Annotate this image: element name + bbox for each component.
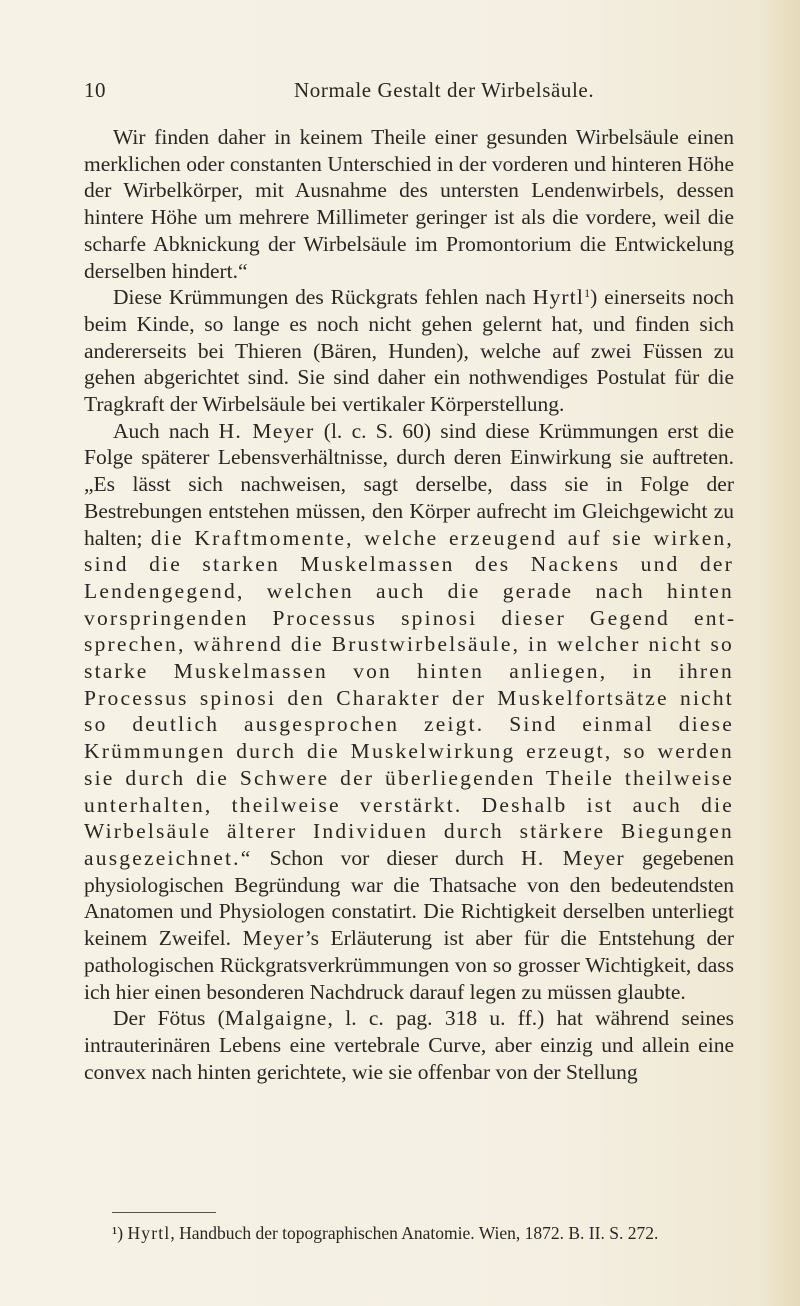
author-name-meyer-2: H. Meyer [521,845,625,870]
paragraph-3 [84,418,734,1005]
page-header [84,78,734,108]
author-name-hyrtl: Hyrtl [532,285,585,310]
paragraph-1-text: Wir finden daher in keinem Theile einer gesunden Wirbelsäule einen merklichen oder constanten Unterschied in der vorderen und hinteren Höhe der Wirbelkörper, mit Ausnahme des untersten Lendenwirbels, dessen hintere Höhe um mehrere Millimeter geringer ist als die vordere, weil die scharfe Abknickung der Wirbelsäule im Promontorium die Entwickelung derselben hindert.“ [84,125,734,283]
body-text [84,124,734,1085]
paragraph-3-text-b: (l. c. S. 60) sind diese Krümmungen erst die Folge späterer Lebensverhältnisse, durch deren Einwirkung sie auftreten. „Es lässt sich nachweisen, sagt derselbe, dass sie in Folge der Bestrebungen entstehen müssen, den Körper aufrecht im Gleichgewicht zu halten; [84,418,735,550]
paragraph-2-text-a: Diese Krümmungen des Rückgrats fehlen nach [113,285,533,310]
footnote-divider [112,1212,216,1213]
footnote-author: Hyrtl [127,1223,171,1243]
page-number: 10 [84,78,106,102]
footnote [112,1222,752,1244]
running-title: Normale Gestalt der Wirbelsäule. [294,78,595,102]
page-edge-shading [760,0,800,1306]
paragraph-4-text-a: Der Fötus ( [113,1006,225,1031]
author-name-meyer-3: Meyer [242,926,305,951]
paragraph-4 [84,1005,734,1085]
paragraph-1 [84,124,734,284]
footnote-marker: ¹) [112,1223,124,1243]
spaced-emphasis-quote: die Kraftmomente, welche erzeugend auf sie wirken, sind die starken Muskelmassen des Nackens und der Lendengegend, welchen auch die gerade nach hinten vorspringenden Processus spinosi dieser Gegend entsprechen, während die Brustwirbelsäule, in welcher nicht so starke Muskelmassen von hinten anliegen, in ihren Processus spinosi den Charakter der Muskelfortsätze nicht so deutlich ausgesprochen zeigt. Sind einmal diese Krümmungen durch die Muskelwirkung erzeugt, so werden sie durch die Schwere der überliegenden Theile theilweise unterhalten, theilweise verstärkt. Deshalb ist auch die Wirbelsäule älterer Individuen durch stärkere Biegungen ausgezeichnet.“ [84,525,734,870]
footnote-text: , Handbuch der topographischen Anatomie. Wien, 1872. B. II. S. 272. [170,1223,659,1243]
author-name-meyer: H. Meyer [218,418,315,443]
paragraph-2-text-b: ) einerseits noch beim Kinde, so lange es noch nicht gehen gelernt hat, und finden sich andererseits bei Thieren (Bären, Hunden), welche auf zwei Füssen zu gehen abgerichtet sind. Sie sind daher ein nothwendiges Postulat für die Tragkraft der Wirbelsäule bei vertikaler Körperstellung. [84,285,734,417]
paragraph-2 [84,284,734,418]
paragraph-4-text-b: , l. c. pag. 318 u. ff.) hat während seines intrauterinären Lebens eine vertebrale Curve, aber einzig und allein eine convex nach hinten gerichtete, wie sie offenbar von der Stellung [84,1006,734,1084]
paragraph-3-text-c: Schon vor dieser durch [252,845,522,870]
author-name-malgaigne: Malgaigne [224,1006,328,1031]
footnote-reference: 1 [584,286,591,301]
paragraph-3-text-a: Auch nach [113,418,219,443]
paragraph-3-text-d: gegebenen physiologischen Begründung war die Thatsache von den bedeutendsten Anatomen und Physiologen constatirt. Die Richtigkeit derselben unterliegt keinem Zweifel. [84,845,734,951]
paragraph-3-text-e: ’s Erläuterung ist aber für die Entstehung der pathologischen Rückgratsverkrümmungen von so grosser Wichtigkeit, dass ich hier einen besonderen Nachdruck darauf legen zu müssen glaubte. [84,926,734,1004]
